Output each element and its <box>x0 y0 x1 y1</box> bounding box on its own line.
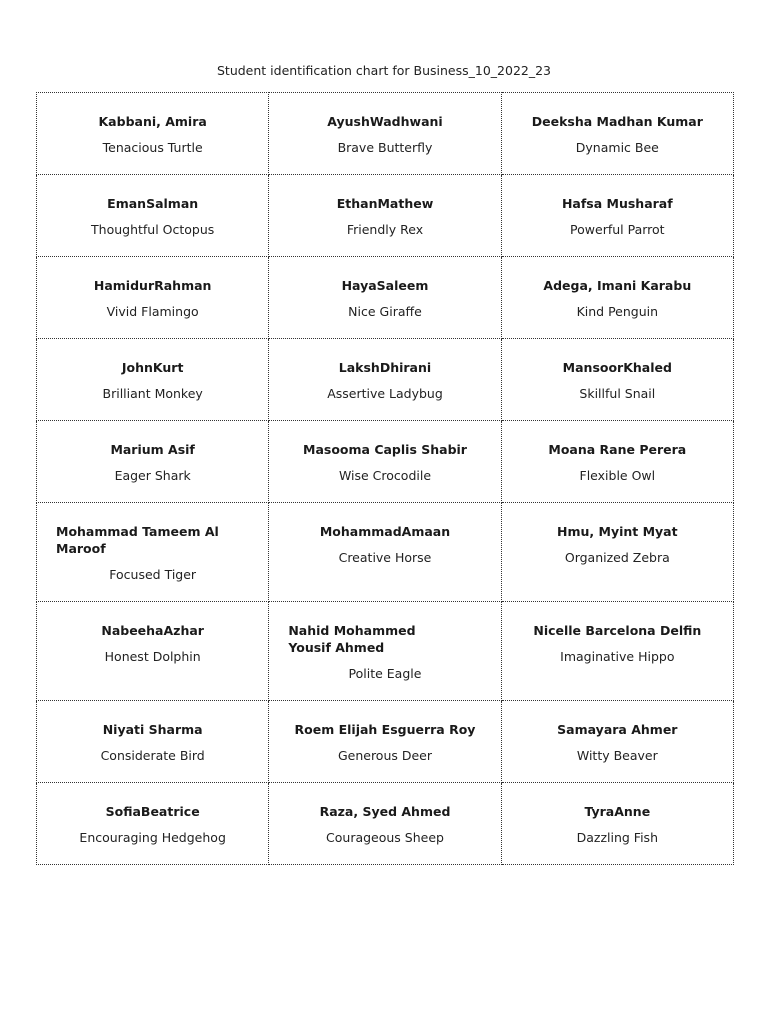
student-cell <box>37 421 269 503</box>
student-alias: Witty Beaver <box>576 748 658 763</box>
student-cell <box>269 503 501 602</box>
student-alias: Encouraging Hedgehog <box>79 830 226 845</box>
student-cell <box>501 339 733 421</box>
student-alias: Nice Giraffe <box>348 304 422 319</box>
student-alias: Focused Tiger <box>109 567 197 582</box>
student-name: Raza, Syed Ahmed <box>319 804 451 819</box>
student-alias: Eager Shark <box>114 468 191 483</box>
student-name: MohammadAmaan <box>319 524 451 539</box>
table-row <box>37 93 734 175</box>
student-cell <box>501 701 733 783</box>
student-name: AyushWadhwani <box>327 114 443 129</box>
student-name: Deeksha Madhan Kumar <box>531 114 703 129</box>
student-cell <box>269 175 501 257</box>
student-alias: Polite Eagle <box>348 666 422 681</box>
student-cell <box>269 93 501 175</box>
student-alias: Considerate Bird <box>100 748 205 763</box>
student-name: Nahid Mohammed Yousif Ahmed <box>288 623 416 655</box>
table-row <box>37 602 734 701</box>
student-alias: Courageous Sheep <box>326 830 444 845</box>
student-cell <box>37 257 269 339</box>
student-name: Kabbani, Amira <box>98 114 207 129</box>
student-alias: Dazzling Fish <box>576 830 658 845</box>
student-cell <box>37 783 269 865</box>
student-name: Masooma Caplis Shabir <box>303 442 467 457</box>
student-alias: Creative Horse <box>338 550 432 565</box>
student-name: MansoorKhaled <box>562 360 672 375</box>
student-alias: Dynamic Bee <box>575 140 659 155</box>
student-cell <box>269 783 501 865</box>
student-name: EmanSalman <box>107 196 199 211</box>
student-alias: Honest Dolphin <box>104 649 201 664</box>
student-cell <box>37 339 269 421</box>
table-row <box>37 421 734 503</box>
student-name: Niyati Sharma <box>102 722 203 737</box>
student-cell <box>37 602 269 701</box>
table-row <box>37 339 734 421</box>
table-row <box>37 783 734 865</box>
student-name: Samayara Ahmer <box>557 722 678 737</box>
student-name: SofiaBeatrice <box>105 804 200 819</box>
student-alias: Flexible Owl <box>579 468 656 483</box>
student-cell <box>269 701 501 783</box>
student-alias: Vivid Flamingo <box>106 304 199 319</box>
student-name: Hafsa Musharaf <box>561 196 673 211</box>
student-cell <box>269 602 501 701</box>
student-cell <box>269 421 501 503</box>
student-cell <box>501 602 733 701</box>
student-alias: Friendly Rex <box>346 222 424 237</box>
student-alias: Wise Crocodile <box>338 468 432 483</box>
student-alias: Generous Deer <box>337 748 433 763</box>
student-name: Nicelle Barcelona Delfin <box>533 623 702 638</box>
student-alias: Brilliant Monkey <box>102 386 203 401</box>
student-cell <box>269 339 501 421</box>
table-row <box>37 701 734 783</box>
student-name: Hmu, Myint Myat <box>557 524 678 539</box>
student-name: HayaSaleem <box>341 278 429 293</box>
student-cell <box>501 421 733 503</box>
student-name: EthanMathew <box>336 196 434 211</box>
student-cell <box>37 701 269 783</box>
student-alias: Imaginative Hippo <box>560 649 675 664</box>
student-alias: Thoughtful Octopus <box>91 222 215 237</box>
student-alias: Powerful Parrot <box>570 222 665 237</box>
student-name: Adega, Imani Karabu <box>543 278 692 293</box>
page-title: Student identification chart for Business_10_2022_23 <box>216 63 552 78</box>
student-alias: Assertive Ladybug <box>327 386 443 401</box>
student-alias: Tenacious Turtle <box>102 140 203 155</box>
student-name: TyraAnne <box>584 804 651 819</box>
student-name: Marium Asif <box>110 442 195 457</box>
student-cell <box>37 503 269 602</box>
student-cell <box>269 257 501 339</box>
table-row <box>37 175 734 257</box>
student-name: Moana Rane Perera <box>548 442 687 457</box>
student-cell <box>37 93 269 175</box>
student-grid <box>36 92 734 865</box>
student-cell <box>501 257 733 339</box>
table-row <box>37 503 734 602</box>
student-name: Mohammad Tameem Al Maroof <box>56 524 219 556</box>
student-cell <box>501 175 733 257</box>
student-alias: Organized Zebra <box>564 550 670 565</box>
student-name: LakshDhirani <box>338 360 432 375</box>
student-cell <box>501 93 733 175</box>
student-name: HamidurRahman <box>93 278 212 293</box>
student-cell <box>501 783 733 865</box>
table-row <box>37 257 734 339</box>
student-alias: Skillful Snail <box>579 386 656 401</box>
student-name: JohnKurt <box>121 360 184 375</box>
student-name: Roem Elijah Esguerra Roy <box>294 722 476 737</box>
student-name: NabeehaAzhar <box>101 623 204 638</box>
student-cell <box>37 175 269 257</box>
student-alias: Brave Butterfly <box>337 140 433 155</box>
student-cell <box>501 503 733 602</box>
student-alias: Kind Penguin <box>576 304 659 319</box>
